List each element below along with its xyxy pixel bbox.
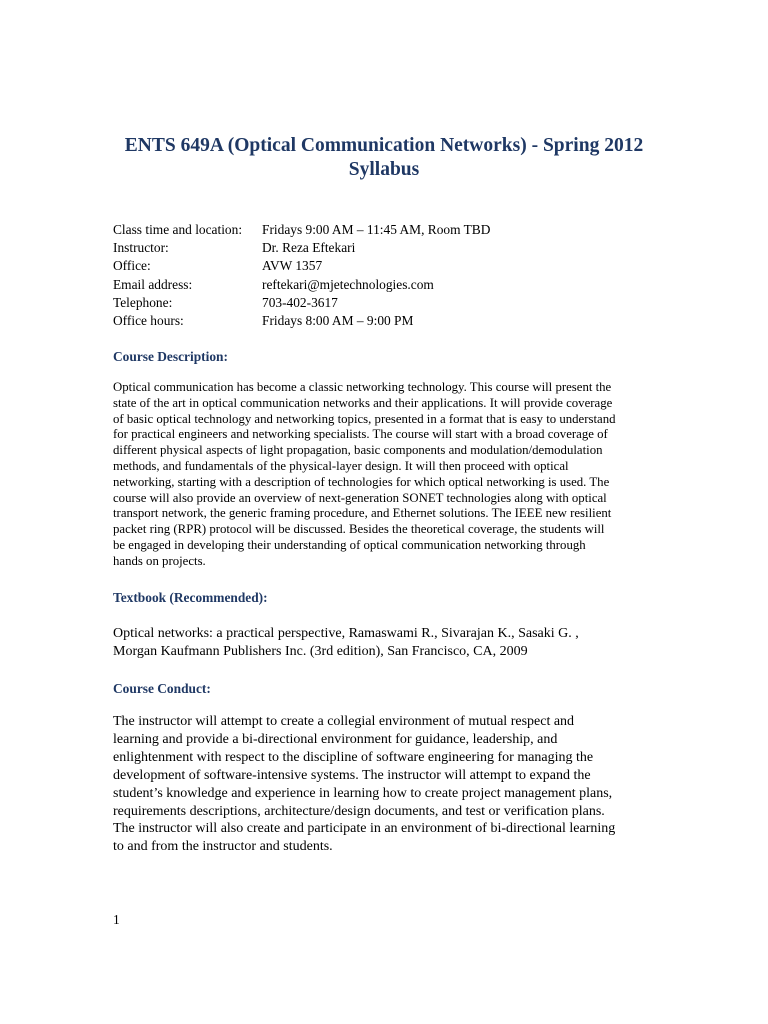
course-description-text (113, 380, 658, 570)
text-line: different physical aspects of light propagation, basic components and modulation/demodulation (113, 443, 603, 458)
text-line: student’s knowledge and experience in learning how to create project management plans, (113, 785, 613, 801)
info-label: Office: (113, 258, 151, 274)
text-line: of basic optical technology and networking topics, presented in a format that is easy to understand (113, 411, 616, 426)
course-info-table (113, 221, 490, 330)
info-label: Email address: (113, 276, 193, 292)
text-line: be engaged in developing their understanding of optical communication networking through (113, 537, 586, 552)
text-line: course will also provide an overview of next-generation SONET technologies along with optical (113, 490, 607, 505)
page-title (60, 134, 708, 182)
page-number: 1 (113, 912, 120, 927)
info-value: AVW 1357 (262, 258, 323, 274)
text-line: The instructor will attempt to create a collegial environment of mutual respect and (113, 714, 575, 729)
text-line: transport network, the generic framing procedure, and Ethernet solutions. The IEEE new resilient (113, 506, 612, 521)
text-line: packet ring (RPR) protocol will be discussed. Besides the theoretical coverage, the students will (113, 522, 605, 537)
text-line: Morgan Kaufmann Publishers Inc. (3rd edition), San Francisco, CA, 2009 (113, 643, 528, 659)
info-row-email (113, 276, 490, 294)
title-line-2: Syllabus (348, 159, 420, 180)
info-value: 703-402-3617 (262, 294, 338, 310)
info-row-office-hours (113, 312, 490, 330)
text-line: The instructor will also create and participate in an environment of bi-directional learning (113, 821, 616, 837)
info-label: Office hours: (113, 313, 184, 329)
textbook-text (113, 625, 658, 661)
title-line-1: ENTS 649A (Optical Communication Networks) - Spring 2012 (124, 135, 644, 156)
info-label: Instructor: (113, 240, 169, 256)
text-line: development of software-intensive systems. The instructor will attempt to expand the (113, 767, 591, 783)
text-line: methods, and fundamentals of the physical-layer design. It will then proceed with optical (113, 458, 569, 473)
info-value: Dr. Reza Eftekari (262, 240, 356, 256)
info-label: Class time and location: (113, 222, 243, 237)
course-description-heading: Course Description: (113, 349, 228, 364)
text-line: Optical networks: a practical perspective, Ramaswami R., Sivarajan K., Sasaki G. , (113, 626, 579, 641)
info-value: Fridays 8:00 AM – 9:00 PM (262, 313, 414, 329)
text-line: enlightenment with respect to the discipline of software engineering for managing the (113, 749, 594, 765)
info-row-instructor (113, 239, 490, 257)
email-address: reftekari@mjetechnologies.com (262, 276, 434, 292)
text-line: networking, starting with a description of technologies for which optical networking is used. The (113, 474, 610, 489)
info-value: Fridays 9:00 AM – 11:45 AM, Room TBD (262, 222, 491, 237)
info-row-class-time (113, 221, 490, 239)
course-conduct-heading: Course Conduct: (113, 681, 211, 696)
text-line: to and from the instructor and students. (113, 839, 333, 855)
course-conduct-text (113, 713, 658, 856)
info-row-office (113, 257, 490, 275)
textbook-heading: Textbook (Recommended): (113, 590, 268, 605)
text-line: Optical communication has become a classic networking technology. This course will present the (113, 380, 612, 394)
text-line: for practical engineers and networking specialists. The course will start with a broad coverage of (113, 427, 608, 442)
text-line: requirements descriptions, architecture/design documents, and test or verification plans. (113, 803, 605, 819)
text-line: state of the art in optical communication networks and their applications. It will provide coverage (113, 395, 613, 410)
text-line: learning and provide a bi-directional environment for guidance, leadership, and (113, 731, 558, 747)
text-line: hands on projects. (113, 553, 206, 568)
info-label: Telephone: (113, 294, 173, 310)
info-row-telephone (113, 294, 490, 312)
